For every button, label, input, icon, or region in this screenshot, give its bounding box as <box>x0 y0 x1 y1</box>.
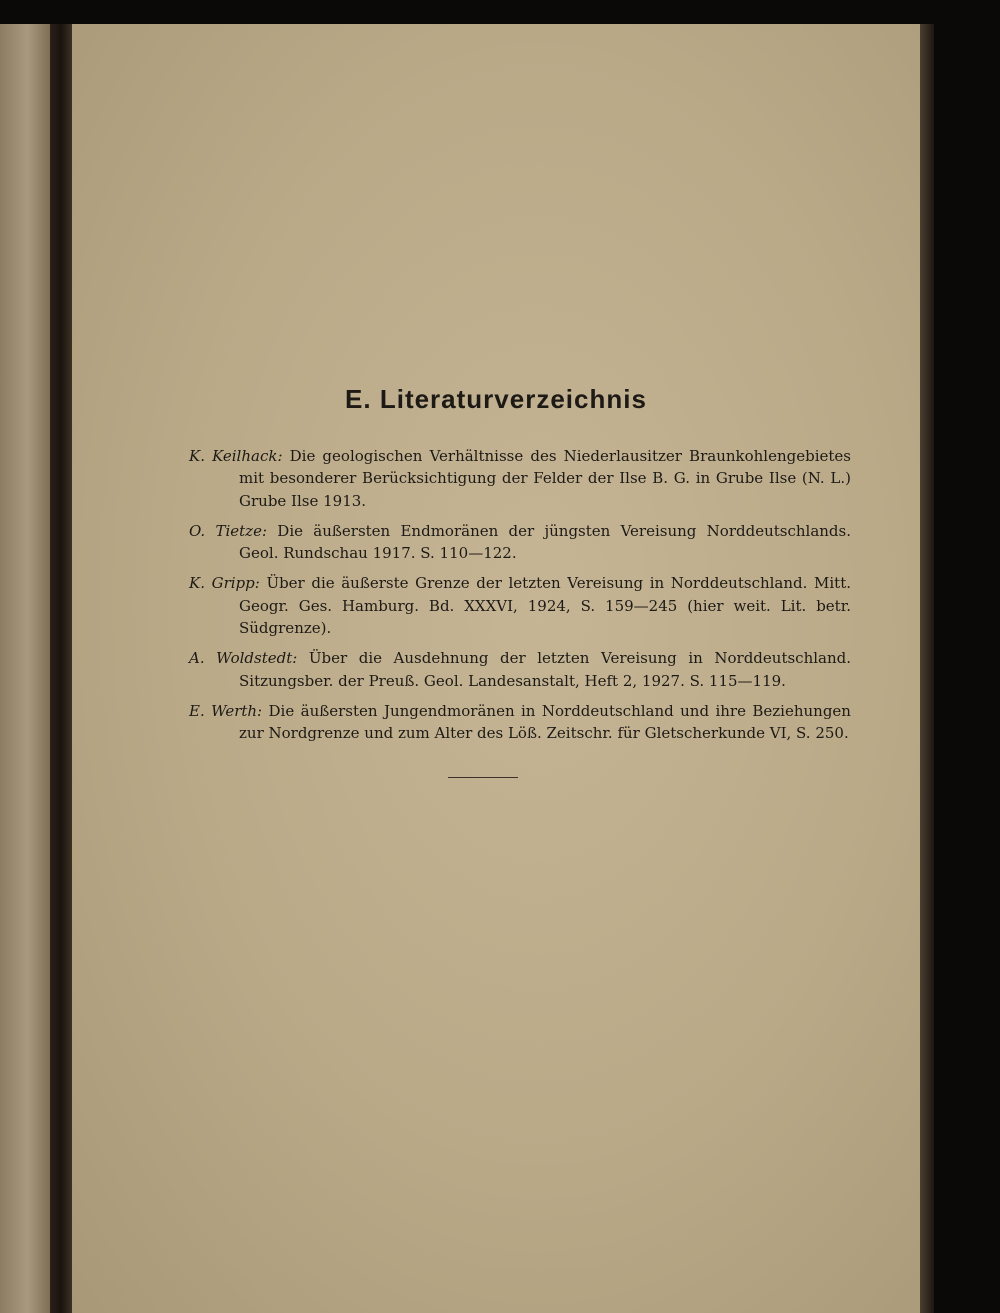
book-gutter <box>50 24 72 1313</box>
entry-text: Die äußersten Endmoränen der jüngsten Vereisung Norddeutschlands. Geol. Rundschau 1917. S. 110—122. <box>239 521 851 563</box>
bibliography-entry <box>189 572 851 639</box>
bibliography-entry <box>189 520 851 565</box>
entry-author: K. Gripp: <box>189 574 260 593</box>
bibliography-list <box>189 445 851 753</box>
bibliography-entry <box>189 647 851 692</box>
bibliography-entry <box>189 700 851 745</box>
entry-author: A. Woldstedt: <box>189 649 298 668</box>
facing-page-edge <box>0 24 50 1313</box>
book-page <box>72 24 920 1313</box>
end-rule <box>448 777 518 778</box>
section-heading: E. Literaturverzeichnis <box>345 384 647 414</box>
entry-author: E. Werth: <box>189 701 263 720</box>
page-fore-edge <box>920 24 934 1313</box>
entry-text: Die geologischen Verhältnisse des Niederlausitzer Braunkohlengebietes mit besonderer Berücksichtigung der Felder der Ilse B. G. in Grube Ilse (N. L.) Grube Ilse 1913. <box>239 447 851 510</box>
entry-author: K. Keilhack: <box>189 447 283 465</box>
entry-text: Die äußersten Jungendmoränen in Norddeutschland und ihre Beziehungen zur Nordgrenze und zum Alter des Löß. Zeitschr. für Gletscherkunde VI, S. 250. <box>239 701 851 743</box>
entry-text: Über die Ausdehnung der letzten Vereisung in Norddeutschland. Sitzungsber. der Preuß. Geol. Landesanstalt, Heft 2, 1927. S. 115—119. <box>239 649 851 690</box>
bibliography-entry <box>189 445 851 512</box>
entry-author: O. Tietze: <box>189 521 268 540</box>
entry-text: Über die äußerste Grenze der letzten Vereisung in Norddeutschland. Mitt. Geogr. Ges. Hamburg. Bd. XXXVI, 1924, S. 159—245 (hier weit. Lit. betr. Südgrenze). <box>239 574 852 638</box>
